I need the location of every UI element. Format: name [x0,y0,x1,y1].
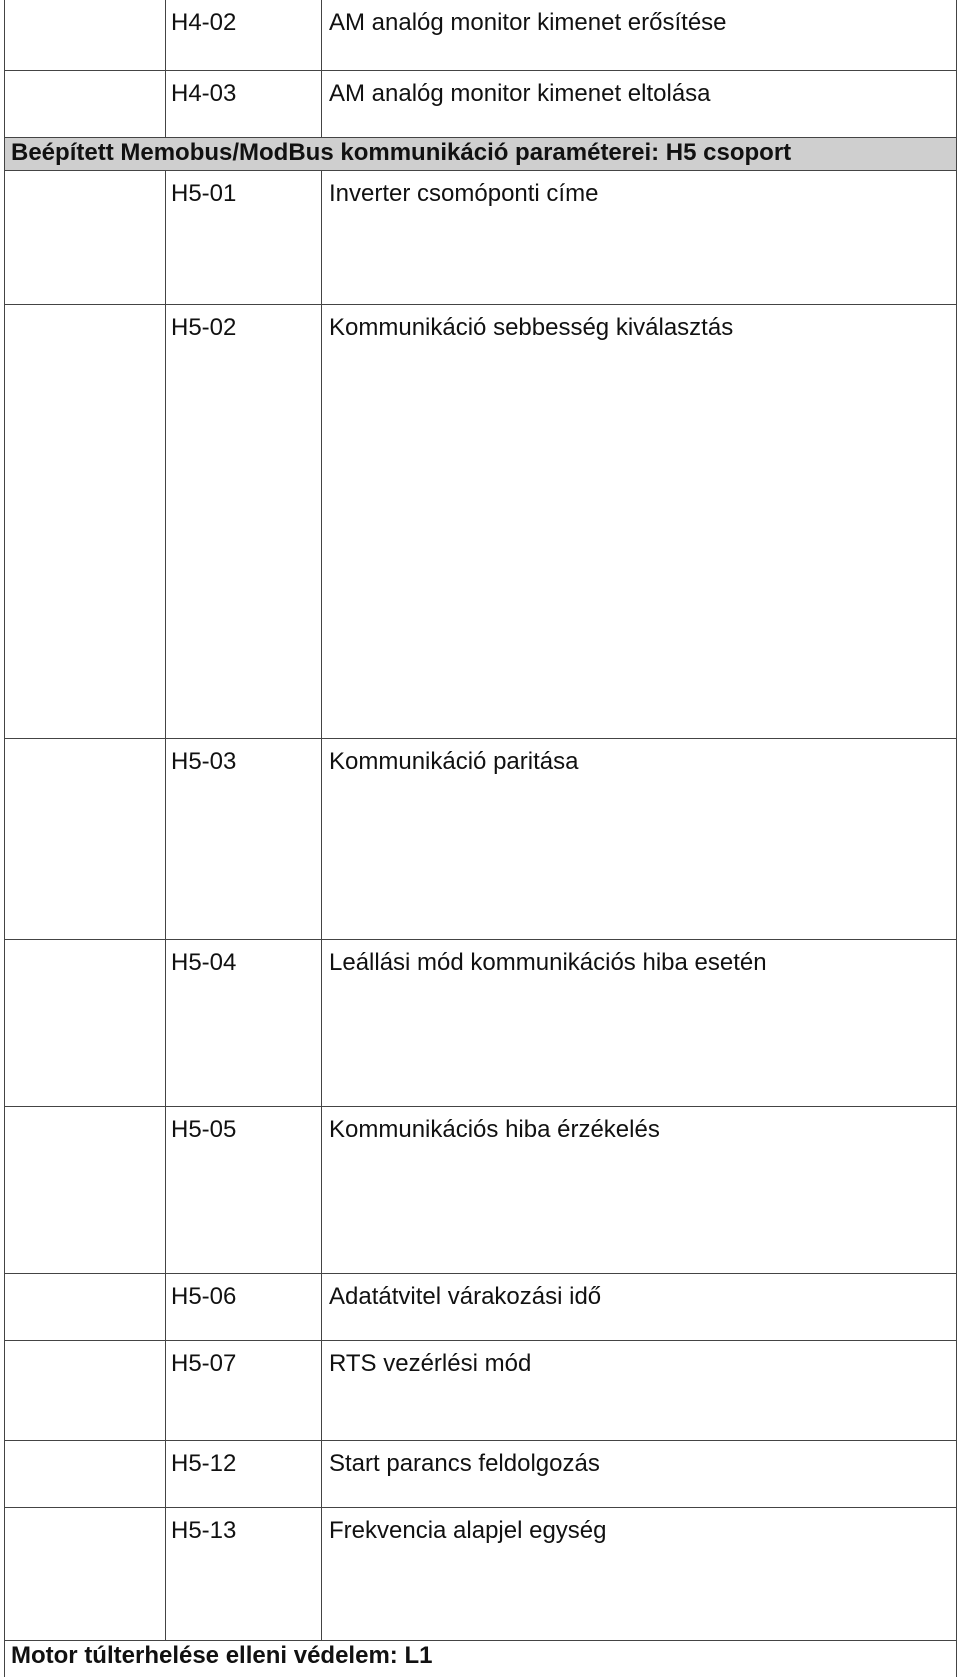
param-code: H5-04 [165,940,321,1106]
table-row [4,0,957,70]
section-header-h5: Beépített Memobus/ModBus kommunikáció paraméterei: H5 csoport [4,137,957,171]
table-row [4,1340,957,1440]
param-code: H5-07 [165,1341,321,1440]
section-header-l1: Motor túlterhelése elleni védelem: L1 [4,1640,957,1677]
param-description: Frekvencia alapjel egység [321,1508,957,1640]
param-code: H5-06 [165,1274,321,1340]
table-row [4,1507,957,1640]
param-code: H5-05 [165,1107,321,1273]
param-description: Kommunikációs hiba érzékelés [321,1107,957,1273]
param-code: H5-13 [165,1508,321,1640]
param-description: Inverter csomóponti címe [321,171,957,304]
param-code: H4-02 [165,0,321,70]
param-description: AM analóg monitor kimenet erősítése [321,0,957,70]
table-row [4,1440,957,1507]
param-description: Leállási mód kommunikációs hiba esetén [321,940,957,1106]
table-row [4,304,957,738]
table-row [4,1106,957,1273]
param-description: RTS vezérlési mód [321,1341,957,1440]
param-description: Adatátvitel várakozási idő [321,1274,957,1340]
table-row [4,738,957,939]
table-row [4,939,957,1106]
param-description: AM analóg monitor kimenet eltolása [321,71,957,137]
table-row [4,1273,957,1340]
param-code: H5-01 [165,171,321,304]
param-code: H5-03 [165,739,321,939]
param-description: Kommunikáció sebbesség kiválasztás [321,305,957,738]
param-description: Start parancs feldolgozás [321,1441,957,1507]
param-code: H5-02 [165,305,321,738]
table-row [4,171,957,304]
param-code: H5-12 [165,1441,321,1507]
table-row [4,70,957,137]
param-description: Kommunikáció paritása [321,739,957,939]
param-code: H4-03 [165,71,321,137]
